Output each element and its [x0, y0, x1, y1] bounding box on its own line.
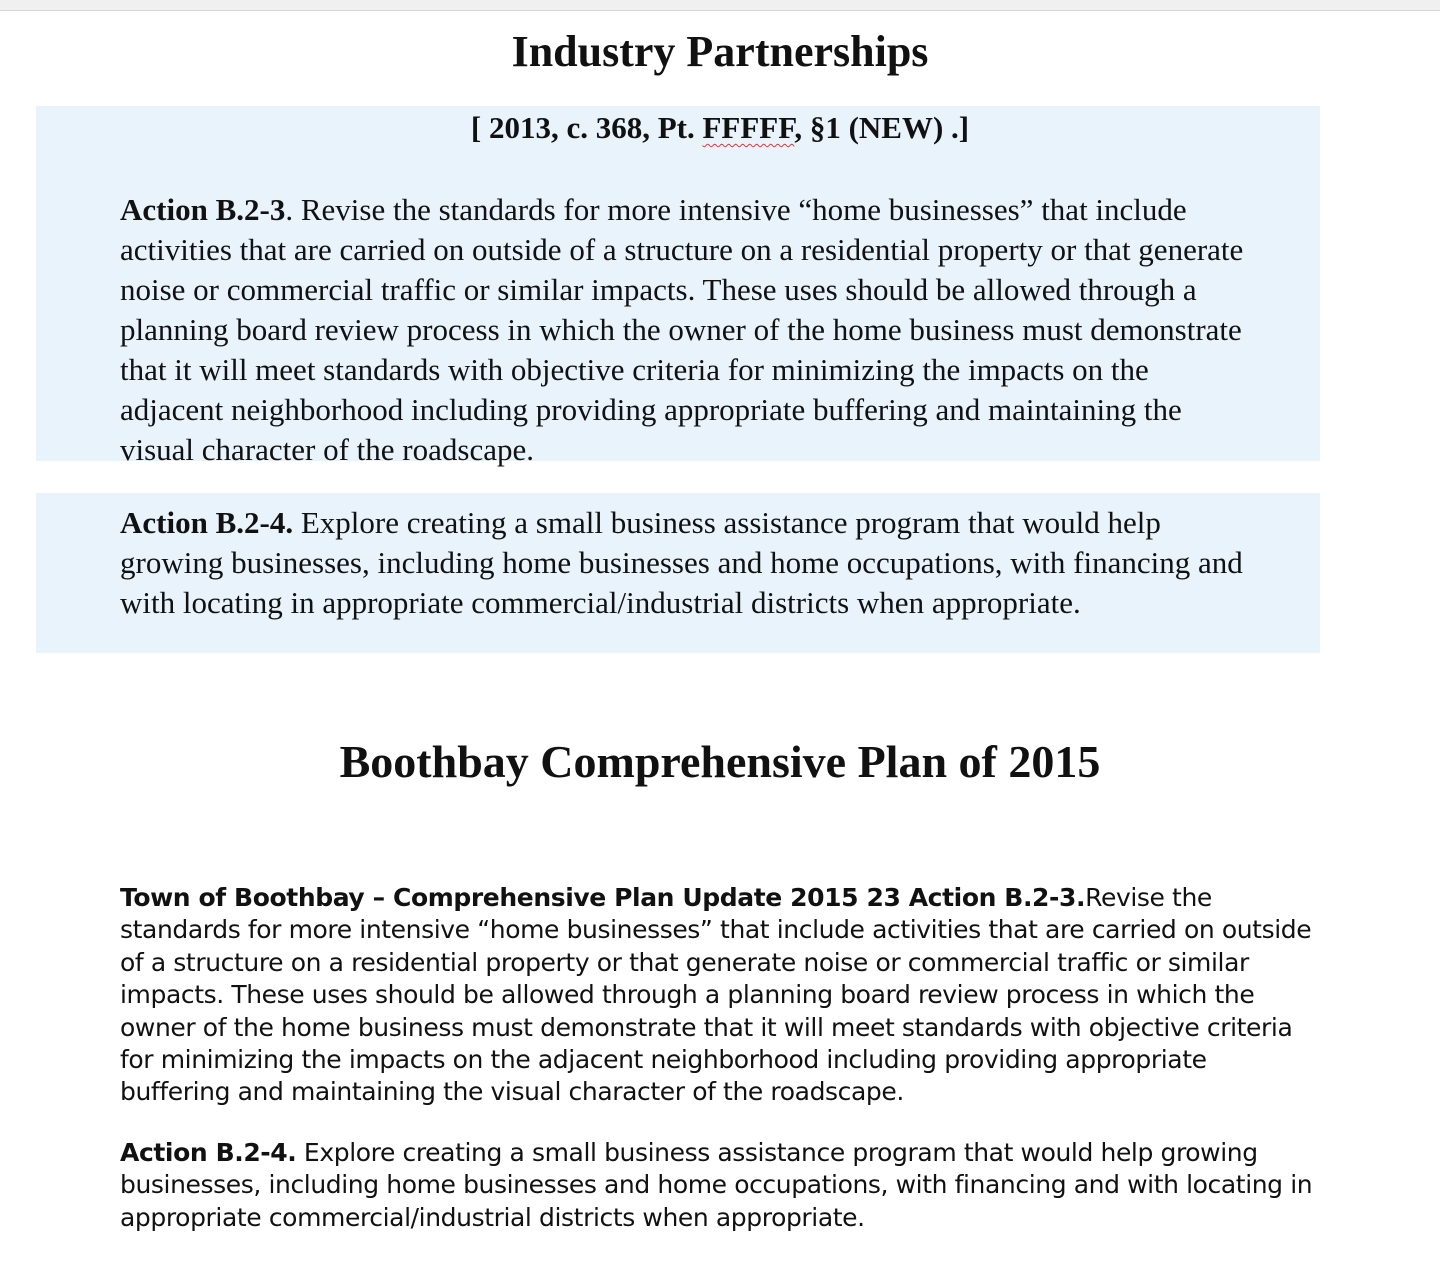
action-paragraph-b23 — [120, 190, 1250, 470]
action-label: Action B.2-3 — [120, 192, 286, 227]
citation-prefix: [ 2013, c. 368, Pt. — [470, 110, 703, 145]
spellcheck-flagged-word[interactable]: FFFFF — [702, 110, 795, 145]
top-border — [0, 10, 1440, 11]
plan-action-label: Action B.2-4. — [120, 1138, 297, 1167]
page-title: Industry Partnerships — [511, 27, 929, 76]
plan-action-paragraph-b24 — [120, 1137, 1320, 1234]
plan-action-text: Explore creating a small business assistance program that would help growing businesses, including home businesses and home occupations, with financing and with locating in appropriate commercial/industrial districts when appropriate. — [120, 1138, 1313, 1232]
plan-action-paragraph-b23 — [120, 882, 1320, 1109]
statute-citation — [0, 108, 1440, 148]
plan-action-label: Town of Boothbay – Comprehensive Plan Update 2015 23 Action B.2-3. — [120, 883, 1086, 912]
action-paragraph-b24 — [120, 503, 1250, 623]
action-label: Action B.2-4. — [120, 505, 294, 540]
plan-title: Boothbay Comprehensive Plan of 2015 — [339, 736, 1101, 787]
citation-suffix: , §1 (NEW) .] — [794, 110, 970, 145]
action-text: Explore creating a small business assistance program that would help growing businesses, including home businesses and home occupations, with financing and with locating in appropriate commercial/industrial districts when appropriate. — [120, 505, 1243, 620]
plan-action-text: Revise the standards for more intensive “home businesses” that include activities that are carried on outside of a structure on a residential property or that generate noise or commercial traffic or similar impacts. These uses should be allowed through a planning board review process in which the owner of the home business must demonstrate that it will meet standards with objective criteria for minimizing the impacts on the adjacent neighborhood including providing appropriate buffering and maintaining the visual character of the roadscape. — [120, 883, 1312, 1107]
action-text: . Revise the standards for more intensive “home businesses” that include activities that are carried on outside of a structure on a residential property or that generate noise or commercial traffic or similar impacts. These uses should be allowed through a planning board review process in which the owner of the home business must demonstrate that it will meet standards with objective criteria for minimizing the impacts on the adjacent neighborhood including providing appropriate buffering and maintaining the visual character of the roadscape. — [120, 192, 1244, 467]
